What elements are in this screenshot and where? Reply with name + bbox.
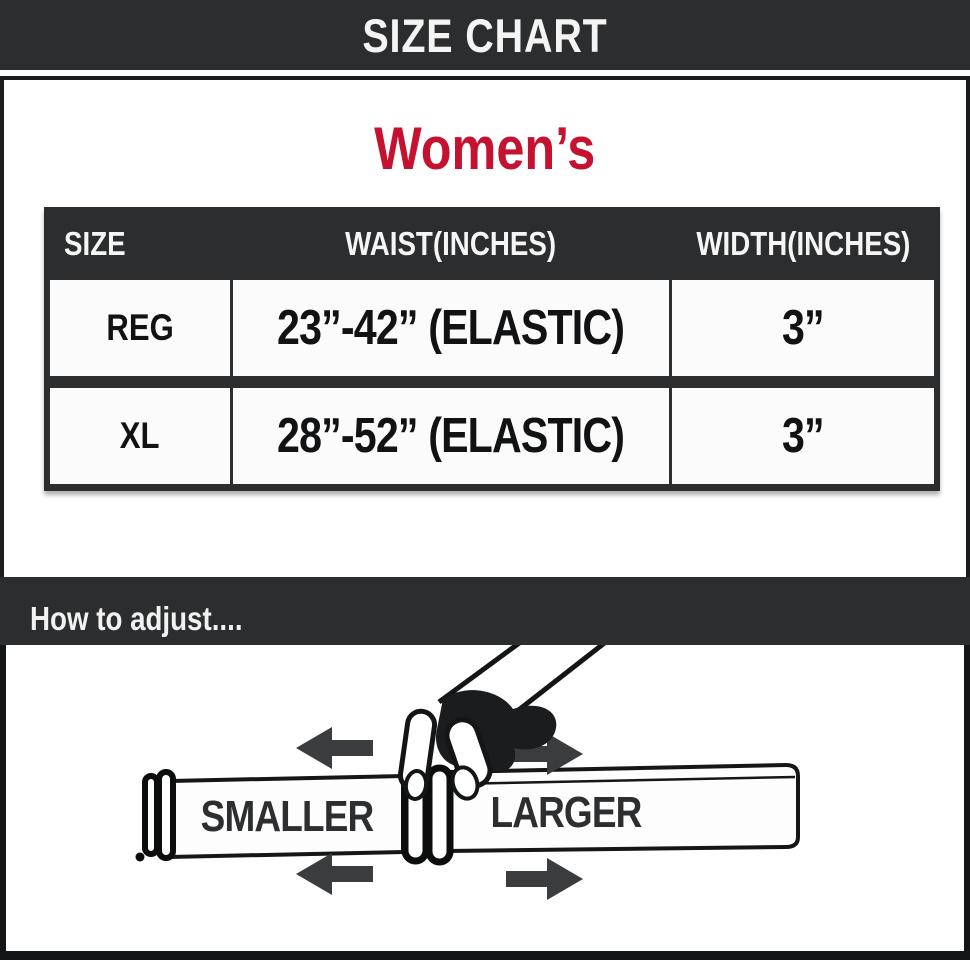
cell-waist: 23”-42” (ELASTIC) [233,280,669,376]
belt-buckle [136,772,174,862]
smaller-label: SMALLER [200,790,374,841]
cell-width: 3” [672,280,934,376]
smaller-arrow-top [296,727,373,769]
larger-label: LARGER [490,786,642,837]
belt-adjust-illustration [0,645,970,960]
column-header-width: WIDTH(INCHES) [695,224,911,262]
smaller-arrow-bottom [296,853,373,895]
table-row-xl [50,388,934,484]
how-to-adjust-heading: How to adjust.... [30,600,243,637]
column-header-waist: WAIST(INCHES) [345,224,557,262]
cell-size: REG [50,280,230,376]
womens-title: Women’s [374,115,596,182]
cell-width: 3” [672,388,934,484]
table-header-row [50,207,934,280]
page-title: SIZE CHART [362,8,608,62]
index-fingertip [404,770,428,801]
column-header-size: SIZE [64,224,126,262]
larger-arrow-bottom [506,858,583,900]
table-row-reg [50,280,934,376]
size-chart-header-bar [0,0,970,70]
womens-section [0,76,970,577]
cell-size: XL [50,388,230,484]
size-table [44,207,940,491]
belt-diagram [6,645,964,945]
cell-waist: 28”-52” (ELASTIC) [233,388,669,484]
bottom-margin [0,960,970,971]
how-to-adjust-band [0,577,970,645]
